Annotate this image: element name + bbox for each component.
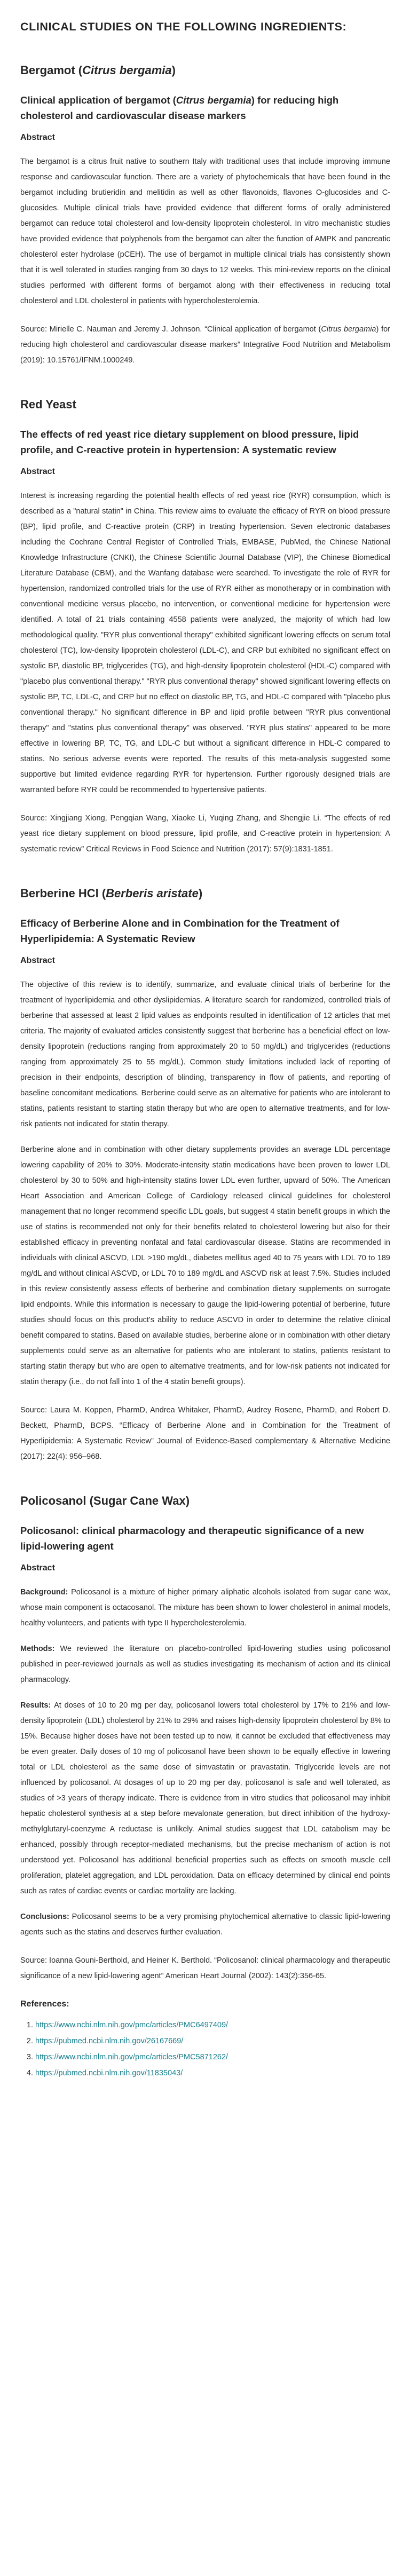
- abstract-paragraph-methods: Methods: We reviewed the literature on placebo-controlled lipid-lowering studies using policosanol published in peer-reviewed journals as well as studies investigating its mechanism of action and its clinical pharmacology.: [20, 1645, 390, 1684]
- abstract-label: Abstract: [20, 1563, 55, 1573]
- section-policosanol: [20, 1494, 390, 1984]
- abstract-label: Abstract: [20, 467, 55, 476]
- study-title-berberine: Efficacy of Berberine Alone and in Combination for the Treatment of Hyperlipidemia: A Systematic Review: [20, 918, 340, 944]
- section-bergamot: [20, 63, 390, 368]
- reference-item: [35, 2033, 390, 2049]
- source-paragraph: Source: Mirielle C. Nauman and Jeremy J. Johnson. “Clinical application of bergamot (Citrus bergamia) for reducing high cholesterol and cardiovascular disease markers” Integrative Food Nutrition and Metabolism (2019): 10.15761/IFNM.1000249.: [20, 325, 391, 365]
- reference-item: [35, 2017, 390, 2033]
- ingredient-heading-berberine: Berberine HCl (Berberis aristate): [20, 887, 203, 900]
- abstract-label: Abstract: [20, 133, 55, 142]
- section-red-yeast: [20, 397, 390, 857]
- ingredient-heading-bergamot: Bergamot (Citrus bergamia): [20, 64, 176, 77]
- references-section: [20, 1998, 390, 2081]
- references-list: [20, 2017, 390, 2081]
- abstract-paragraph: Berberine alone and in combination with other dietary supplements provides an average LDL percentage lowering capability of 20% to 30%. Moderate-intensity statin medications have been proven to lower LDL cholesterol by 30 to 50% and high-intensity statins lower LDL even further, upward of 50%. The American Heart Association and American College of Cardiology released clinical guidelines for cholesterol management that no longer recommend specific LDL goals, but suggest 4 statin benefit groups in which the use of statins is recommended not only for their benefits related to cholesterol lowering but also for their established efficacy in preventing nonfatal and fatal cardiovascular disease. Statins are recommended in individuals with clinical ASCVD, LDL >190 mg/dL, diabetes mellitus aged 40 to 75 years with LDL 70 to 189 mg/dL and without clinical ASCVD, or LDL 70 to 189 mg/dL and ASCVD risk at least 7.5%. Studies included in this review consistently assess effects of berberine and combination dietary supplements on surrogate lipid endpoints. While this information is necessary to gauge the lipid-lowering potential of berberine, future studies should focus on this product's ability to reduce ASCVD in order to determine the relative clinical benefit compared to statins. Based on available studies, berberine alone or in combination with other dietary supplements could serve as an alternative for patients who are intolerant to statins, patients resistant to starting statin therapy but who are open to alternative treatments, and for low-risk patients not indicated for statin therapy (i.e., do not fall into 1 of the 4 statin benefit groups).: [20, 1145, 390, 1386]
- page-title: CLINICAL STUDIES ON THE FOLLOWING INGREDIENTS:: [20, 20, 347, 33]
- reference-item: [35, 2065, 390, 2081]
- abstract-paragraph: The objective of this review is to identify, summarize, and evaluate clinical trials of berberine for the treatment of hyperlipidemia and other dyslipidemias. A literature search for randomized, controlled trials of berberine that assessed at least 2 lipid values as endpoints resulted in identification of 12 articles that met criteria. The majority of evaluated articles consistently suggest that berberine has a beneficial effect on low-density lipoprotein (reductions ranging from approximately 20 to 50 mg/dL) and triglycerides (reductions ranging from approximately 25 to 55 mg/dL). Common study limitations included lack of reporting of precision in their endpoints, description of blinding, transparency in flow of patients, and reporting of baseline concomitant medications. Berberine could serve as an alternative for patients who are intolerant to statins, patients resistant to starting statin therapy but who are open to alternative treatments, and for low-risk patients not indicated for statin therapy.: [20, 981, 390, 1128]
- reference-link[interactable]: https://www.ncbi.nlm.nih.gov/pmc/articles/PMC6497409/: [35, 2021, 228, 2029]
- abstract-paragraph-results: Results: At doses of 10 to 20 mg per day, policosanol lowers total cholesterol by 17% to 21% and low-density lipoprotein (LDL) cholesterol by 21% to 29% and raises high-density lipoprotein cholesterol by 8% to 15%. Because higher doses have not been tested up to now, it cannot be excluded that effectiveness may be even greater. Daily doses of 10 mg of policosanol have been shown to be equally effective in lowering total or LDL cholesterol as the same dose of simvastatin or pravastatin. Triglyceride levels are not influenced by policosanol. At dosages of up to 20 mg per day, policosanol is safe and well tolerated, as studies of >3 years of therapy indicate. There is evidence from in vitro studies that policosanol may inhibit hepatic cholesterol synthesis at a step before mevalonate generation, but direct inhibition of the hydroxy-methylglutaryl-coenzyme A reductase is unlikely. Animal studies suggest that LDL catabolism may be enhanced, possibly through receptor-mediated mechanisms, but the precise mechanism of action is not understood yet. Policosanol has additional beneficial properties such as effects on smooth muscle cell proliferation, platelet aggregation, and LDL peroxidation. Data on efficacy determined by clinical end points such as rates of cardiac events or cardiac mortality are lacking.: [20, 1701, 390, 1895]
- abstract-paragraph-conclusions: Conclusions: Policosanol seems to be a very promising phytochemical alternative to classic lipid-lowering agents such as the statins and deserves further evaluation.: [20, 1913, 390, 1937]
- abstract-paragraph: Interest is increasing regarding the potential health effects of red yeast rice (RYR) consumption, which is described as a "natural statin" in China. This review aims to evaluate the efficacy of RYR on blood pressure (BP), lipid profile, and C-reactive protein (CRP) in treating hypertension. Seven electronic databases including the Cochrane Central Register of Controlled Trials, EMBASE, PubMed, the Chinese National Knowledge Infrastructure (CNKI), the Chinese Scientific Journal Database (VIP), the Chinese Biomedical Literature Database (CBM), and the Wanfang database were searched. To investigate the role of RYR for hypertension, randomized controlled trials for the use of RYR either as monotherapy or in combination with conventional medicine versus placebo, no intervention, or conventional medicine for hypertension were identified. A total of 21 trials containing 4558 patients were analyzed, the majority of which had low methodological quality. "RYR plus conventional therapy" exhibited significant lowering effects on serum total cholesterol (TC), low-density lipoprotein cholesterol (LDL-C), and CRP but exhibited no significant effect on systolic BP, diastolic BP, triglycerides (TG), and high-density lipoprotein cholesterol (HDL-C) compared with "placebo plus conventional therapy." "RYR plus conventional therapy" showed significant lowering effects on systolic BP, TC, LDL-C, and CRP but no effect on diastolic BP, TG, and HDL-C compared with "placebo plus conventional therapy." No significant difference in BP and lipid profile between "RYR plus conventional therapy" and "statins plus conventional therapy" was observed. "RYR plus statins" appeared to be more effective in lowering BP, TC, TG, and LDL-C but without a significant difference in HDL-C compared to statins. No serious adverse events were reported. The results of this meta-analysis suggested some supportive but limited evidence regarding RYR for hypertension. Further rigorously designed trials are warranted before RYR could be recommended to hypertensive patients.: [20, 492, 390, 794]
- references-label: References:: [20, 2000, 69, 2009]
- study-title-bergamot: Clinical application of bergamot (Citrus bergamia) for reducing high cholesterol and cardiovascular disease markers: [20, 94, 339, 121]
- reference-link[interactable]: https://www.ncbi.nlm.nih.gov/pmc/articles/PMC5871262/: [35, 2053, 228, 2061]
- source-paragraph: Source: Ioanna Gouni-Berthold, and Heiner K. Berthold. “Policosanol: clinical pharmacology and therapeutic significance of a new lipid-lowering agent” American Heart Journal (2002): 143(2):356-65.: [20, 1956, 390, 1980]
- ingredient-heading-policosanol: Policosanol (Sugar Cane Wax): [20, 1494, 190, 1507]
- ingredient-heading-red-yeast: Red Yeast: [20, 398, 76, 411]
- study-title-policosanol: Policosanol: clinical pharmacology and therapeutic significance of a new lipid-lowering agent: [20, 1525, 364, 1552]
- abstract-label: Abstract: [20, 956, 55, 965]
- abstract-paragraph-background: Background: Policosanol is a mixture of higher primary aliphatic alcohols isolated from sugar cane wax, whose main component is octacosanol. The mixture has been shown to lower cholesterol in animal models, healthy volunteers, and patients with type II hypercholesterolemia.: [20, 1588, 390, 1627]
- reference-link[interactable]: https://pubmed.ncbi.nlm.nih.gov/26167669/: [35, 2037, 184, 2045]
- reference-item: [35, 2049, 390, 2065]
- section-berberine: [20, 886, 390, 1465]
- study-title-red-yeast: The effects of red yeast rice dietary supplement on blood pressure, lipid profile, and C-reactive protein in hypertension: A systematic review: [20, 429, 359, 455]
- source-paragraph: Source: Xingjiang Xiong, Pengqian Wang, Xiaoke Li, Yuqing Zhang, and Shengjie Li. “The effects of red yeast rice dietary supplement on blood pressure, lipid profile, and C-reactive protein in hypertension: A systematic review” Critical Reviews in Food Science and Nutrition (2017): 57(9):1831-1851.: [20, 814, 390, 854]
- reference-link[interactable]: https://pubmed.ncbi.nlm.nih.gov/11835043/: [35, 2069, 183, 2077]
- abstract-paragraph: The bergamot is a citrus fruit native to southern Italy with traditional uses that include improving immune response and cardiovascular function. There are a variety of phytochemicals that have been found in the bergamot including brutieridin and melitidin as well as other flavonoids, flavones O-glucosides and C-glucosides. Multiple clinical trials have provided evidence that different forms of orally administered bergamot can reduce total cholesterol and low-density lipoprotein cholesterol. In vitro mechanistic studies have provided evidence that polyphenols from the bergamot can alter the function of AMPK and pancreatic cholesterol ester hydrolase (pCEH). The use of bergamot in multiple clinical trials has consistently shown that it is well tolerated in studies ranging from 30 days to 12 weeks. This mini-review reports on the clinical studies performed with different forms of bergamot along with their effectiveness in reducing total cholesterol and LDL cholesterol in patients with hypercholesterolemia.: [20, 157, 390, 305]
- source-paragraph: Source: Laura M. Koppen, PharmD, Andrea Whitaker, PharmD, Audrey Rosene, PharmD, and Robert D. Beckett, PharmD, BCPS. “Efficacy of Berberine Alone and in Combination for the Treatment of Hyperlipidemia: A Systematic Review” Journal of Evidence-Based complementary & Alternative Medicine (2017): 22(4): 956–968.: [20, 1406, 390, 1461]
